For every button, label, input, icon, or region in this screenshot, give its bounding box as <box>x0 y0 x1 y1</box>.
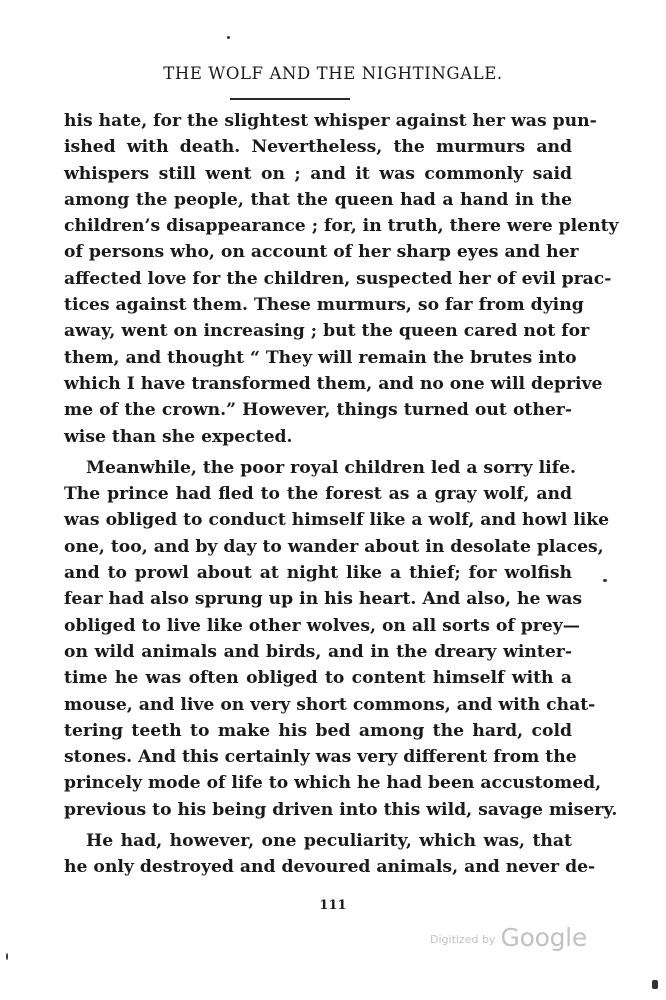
text-line: and to prowl about at night like a thief; for wolfish <box>64 563 572 584</box>
text-line: ished with death. Nevertheless, the murmurs and <box>64 137 572 158</box>
text-line: one, too, and by day to wander about in desolate places, <box>64 536 604 557</box>
digitized-prefix: Digitized by <box>430 933 496 946</box>
text-line: stones. And this certainly was very different from the <box>64 747 577 768</box>
text-line: wise than she expected. <box>64 426 293 447</box>
text-line: among the people, that the queen had a hand in the <box>64 189 572 210</box>
text-line: The prince had fled to the forest as a gray wolf, and <box>64 484 572 505</box>
text-line: his hate, for the slightest whisper against her was pun- <box>64 111 597 131</box>
text-line: time he was often obliged to content himself with a <box>64 668 572 689</box>
text-line: on wild animals and birds, and in the dreary winter- <box>64 641 572 662</box>
text-line: which I have transformed them, and no one will deprive <box>64 373 603 394</box>
text-line: tices against them. These murmurs, so far from dying <box>64 295 584 316</box>
scan-speck <box>6 953 8 960</box>
book-text <box>64 108 619 881</box>
text-line: of persons who, on account of her sharp eyes and her <box>64 242 579 263</box>
page-number: 111 <box>319 898 347 913</box>
text-line: whispers still went on ; and it was commonly said <box>64 163 572 184</box>
paragraph <box>64 455 618 823</box>
text-line: princely mode of life to which he had been accustomed, <box>64 773 602 794</box>
text-line: He had, however, one peculiarity, which was, that <box>86 831 572 852</box>
digitized-watermark <box>430 923 587 952</box>
text-line: children’s disappearance ; for, in truth, there were plenty <box>64 216 619 237</box>
text-line: me of the crown.” However, things turned out other- <box>64 400 572 421</box>
scan-speck <box>227 36 230 39</box>
text-line: he only destroyed and devoured animals, and never de- <box>64 857 596 878</box>
text-line: affected love for the children, suspected her of evil prac- <box>64 268 612 289</box>
scan-speck <box>652 980 658 989</box>
text-line: tering teeth to make his bed among the hard, cold <box>64 720 572 741</box>
running-header: THE WOLF AND THE NIGHTINGALE. <box>163 64 503 83</box>
google-logo: Google <box>500 923 587 952</box>
text-line: mouse, and live on very short commons, and with chat- <box>64 694 596 715</box>
text-line: was obliged to conduct himself like a wolf, and howl like <box>64 510 610 531</box>
text-line: Meanwhile, the poor royal children led a sorry life. <box>86 457 577 478</box>
text-line: them, and thought “ They will remain the brutes into <box>64 347 577 368</box>
paragraph <box>64 828 596 881</box>
text-line: fear had also sprung up in his heart. And also, he was <box>64 589 583 610</box>
text-line: away, went on increasing ; but the queen cared not for <box>64 321 590 342</box>
text-line: obliged to live like other wolves, on all sorts of prey— <box>64 615 580 636</box>
header-rule <box>230 98 350 100</box>
scan-speck <box>603 579 607 582</box>
paragraph <box>64 108 619 450</box>
text-line: previous to his being driven into this wild, savage misery. <box>64 799 618 820</box>
